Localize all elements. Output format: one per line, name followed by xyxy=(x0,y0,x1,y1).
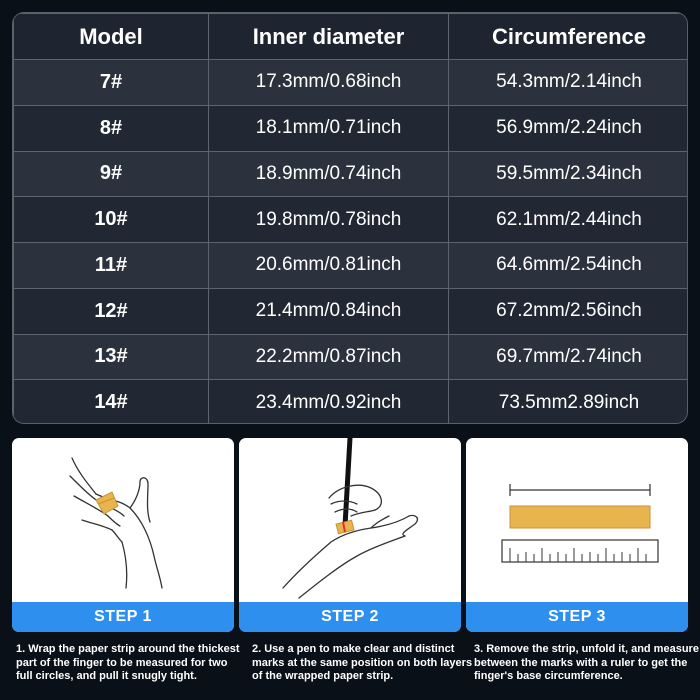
cell-circumference: 59.5mm/2.34inch xyxy=(449,151,689,197)
table-row xyxy=(14,380,689,424)
cell-model: 13# xyxy=(14,334,209,380)
cell-model: 11# xyxy=(14,243,209,289)
cell-circumference: 73.5mm2.89inch xyxy=(449,380,689,424)
step-2-instructions: 2. Use a pen to make clear and distinct marks at the same position on both layers of the wrapped paper strip. xyxy=(252,643,473,682)
table-row xyxy=(14,288,689,334)
table-row xyxy=(14,151,689,197)
table-row xyxy=(14,60,689,106)
hand-marking-pen-icon xyxy=(239,438,461,602)
step-3-label: STEP 3 xyxy=(466,602,688,632)
paper-strip xyxy=(510,506,650,528)
cell-model: 8# xyxy=(14,105,209,151)
cell-model: 9# xyxy=(14,151,209,197)
cell-model: 14# xyxy=(14,380,209,424)
cell-model: 12# xyxy=(14,288,209,334)
step-card-3 xyxy=(466,438,688,632)
cell-inner-diameter: 22.2mm/0.87inch xyxy=(209,334,449,380)
cell-inner-diameter: 23.4mm/0.92inch xyxy=(209,380,449,424)
measuring-steps xyxy=(12,438,688,632)
cell-inner-diameter: 21.4mm/0.84inch xyxy=(209,288,449,334)
cell-inner-diameter: 19.8mm/0.78inch xyxy=(209,197,449,243)
step-3-instructions: 3. Remove the strip, unfold it, and measure between the marks with a ruler to get the finger's base circumference. xyxy=(474,643,699,682)
cell-circumference: 64.6mm/2.54inch xyxy=(449,243,689,289)
header-circumference: Circumference xyxy=(449,14,689,60)
table-header-row xyxy=(14,14,689,60)
table-row xyxy=(14,197,689,243)
cell-model: 7# xyxy=(14,60,209,106)
cell-inner-diameter: 17.3mm/0.68inch xyxy=(209,60,449,106)
cell-circumference: 56.9mm/2.24inch xyxy=(449,105,689,151)
cell-circumference: 69.7mm/2.74inch xyxy=(449,334,689,380)
size-chart xyxy=(13,13,688,424)
pen-icon xyxy=(345,438,350,526)
table-row xyxy=(14,243,689,289)
cell-circumference: 67.2mm/2.56inch xyxy=(449,288,689,334)
hand-wrapping-strip-icon xyxy=(12,438,234,602)
cell-inner-diameter: 20.6mm/0.81inch xyxy=(209,243,449,289)
header-model: Model xyxy=(14,14,209,60)
step-card-2 xyxy=(239,438,461,632)
cell-inner-diameter: 18.1mm/0.71inch xyxy=(209,105,449,151)
step-1-instructions: 1. Wrap the paper strip around the thickest part of the finger to be measured for two full circles, and pull it snugly tight. xyxy=(16,643,240,682)
cell-inner-diameter: 18.9mm/0.74inch xyxy=(209,151,449,197)
cell-model: 10# xyxy=(14,197,209,243)
strip-ruler-icon xyxy=(466,438,688,602)
step-1-label: STEP 1 xyxy=(12,602,234,632)
step-card-1 xyxy=(12,438,234,632)
step-2-label: STEP 2 xyxy=(239,602,461,632)
ring-size-table xyxy=(12,12,688,424)
table-row xyxy=(14,105,689,151)
header-inner-diameter: Inner diameter xyxy=(209,14,449,60)
cell-circumference: 62.1mm/2.44inch xyxy=(449,197,689,243)
ruler-icon xyxy=(502,540,658,562)
table-row xyxy=(14,334,689,380)
cell-circumference: 54.3mm/2.14inch xyxy=(449,60,689,106)
